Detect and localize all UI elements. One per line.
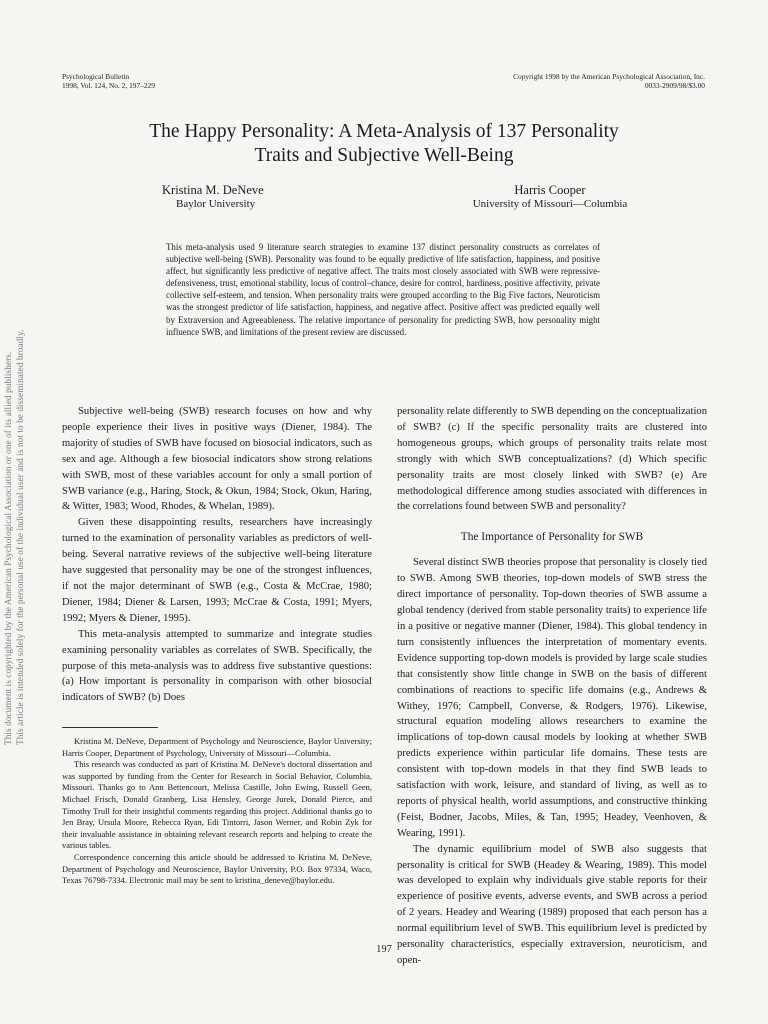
title-line-1: The Happy Personality: A Meta-Analysis of 137 Personality bbox=[149, 121, 619, 142]
author-block-1 bbox=[162, 183, 264, 211]
body-paragraph: Given these disappointing results, researchers have increasingly turned to the examination of personality variables as predictors of well-being. Several narrative reviews of the subjective well-being literature have suggested that personality may be one of the strongest influences, if not the major determinant of SWB (e.g., Costa & McCrae, 1980; Diener, 1984; Diener & Larsen, 1993; McCrae & Costa, 1991; Myers, 1992; Myers & Diener, 1995). bbox=[62, 517, 372, 624]
footnotes bbox=[62, 736, 372, 887]
journal-citation: 1998, Vol. 124, No. 2, 197–229 bbox=[62, 80, 155, 90]
footnote-acknowledgments: This research was conducted as part of Kristina M. DeNeve's doctoral dissertation and was supported by funding from the Center for Research in Social Behavior, Columbia, Missouri. Thanks go to Ann Bettencourt, Melissa Castille, John Ewing, Russell Geen, Michael Frisch, Donald Granberg, Lisa Hensley, George Jurek, Donald Pierce, and Timothy Trull for their insightful comments regarding this project. Additional thanks go to Jen Bray, Ursula Moore, Rebecca Ryan, Edi Tintorri, Jason Werner, and Robin Zyk for their invaluable assistance in obtaining relevant research reports and helping to create the various tables. bbox=[62, 759, 372, 851]
right-column bbox=[397, 404, 707, 969]
author-name: Harris Cooper bbox=[514, 183, 586, 197]
author-affiliation: Baylor University bbox=[176, 198, 256, 210]
side-notice-line-2: This article is intended solely for the personal use of the individual user and is not to be disseminated broadly. bbox=[15, 329, 25, 745]
author-name: Kristina M. DeNeve bbox=[162, 183, 264, 197]
footnote-correspondence: Correspondence concerning this article should be addressed to Kristina M. DeNeve, Department of Psychology and Neuroscience, Baylor University, P.O. Box 97334, Waco, Texas 76798-7334. Electronic mail may be sent to kristina_deneve@baylor.edu. bbox=[62, 851, 372, 886]
author-affiliation: University of Missouri—Columbia bbox=[472, 198, 628, 210]
journal-name: Psychological Bulletin bbox=[62, 72, 130, 81]
article-title bbox=[90, 120, 678, 168]
author-block-2 bbox=[450, 183, 650, 211]
left-column bbox=[62, 404, 372, 706]
abstract: This meta-analysis used 9 literature search strategies to examine 137 distinct personality constructs as correlates of subjective well-being (SWB). Personality was found to be equally predictive of life satisfaction, happiness, and positive affect, but significantly less predictive of negative affect. The traits most closely associated with SWB were repressive-defensiveness, trust, emotional stability, locus of control–chance, desire for control, hardiness, positive affectivity, private collective self-esteem, and tension. When personality traits were grouped according to the Big Five factors, Neuroticism was the strongest predictor of life satisfaction, happiness, and negative affect. Positive affect was predicted equally well by Extraversion and Agreeableness. The relative importance of personality for predicting SWB, how personality might influence SWB, and limitations of the present review are discussed. bbox=[166, 242, 600, 337]
body-paragraph: Subjective well-being (SWB) research focuses on how and why people experience their lives in positive ways (Diener, 1984). The majority of studies of SWB have focused on biosocial indicators, such as sex and age. Although a few biosocial indicators show strong relations with SWB, most of these variables account for only a small portion of SWB variance (e.g., Haring, Stock, & Okun, 1984; Stock, Okun, Haring, & Witter, 1983; Wood, Rhodes, & Whelan, 1989). bbox=[62, 406, 372, 513]
copyright-line: Copyright 1998 by the American Psychological Association, Inc. bbox=[513, 72, 705, 81]
footnote-divider bbox=[62, 727, 158, 728]
section-heading: The Importance of Personality for SWB bbox=[460, 531, 644, 544]
body-paragraph-continued: personality relate differently to SWB depending on the conceptualization of SWB? (c) If the specific personality traits are clustered into homogeneous groups, which groups of personality traits relate most strongly with which SWB conceptualizations? (d) Which specific personality traits are most closely linked with SWB? (e) Are methodological difference among studies associated with differences in the correlations found between SWB and personality? bbox=[397, 406, 707, 513]
title-line-2: Traits and Subjective Well-Being bbox=[254, 145, 514, 166]
body-paragraph: Several distinct SWB theories propose that personality is closely tied to SWB. Among SWB theories, top-down models of SWB stress the direct importance of personality. Top-down theories of SWB assume a global tendency (derived from stable personality traits) to experience life in a positive or negative manner (Diener, 1984). This global tendency in turn consistently influences the interpretation of momentary events. Evidence supporting top-down models is provided by large scale studies that consistently show little change in SWB on the basis of different combinations of reactions to specific life domains (e.g., Andrews & Withey, 1976; Campbell, Converse, & Rodgers, 1976). Likewise, structural equation modeling allows researchers to examine the implications of top-down causal models by looking at whether SWB predicts experience within particular life domains. These tests are consistent with top-down models in that they find SWB leads to satisfaction with work, leisure, and standard of living, as well as to reports of physical health, world assumptions, and constructive thinking (Feist, Bodner, Jacobs, Miles, & Tan, 1995; Headey, Veenhoven, & Wearing, 1991). bbox=[397, 557, 707, 839]
body-paragraph: The dynamic equilibrium model of SWB also suggests that personality is critical for SWB (Headey & Wearing, 1989). This model was developed to explain why individuals give stable reports for their experience of positive events, adverse events, and SWB across a period of 2 years. Headey and Wearing (1989) proposed that each person has a normal equilibrium level of SWB. This equilibrium level is predicted by personality characteristics, especially extraversion, neuroticism, and open- bbox=[397, 843, 707, 966]
body-paragraph: This meta-analysis attempted to summarize and integrate studies examining personality variables as correlates of SWB. Specifically, the purpose of this meta-analysis was to address five substantive questions: (a) How important is personality in comparison with other biosocial indicators of SWB? (b) Does bbox=[62, 628, 372, 704]
journal-header bbox=[62, 73, 155, 90]
footnote-affiliations: Kristina M. DeNeve, Department of Psychology and Neuroscience, Baylor University; Harris Cooper, Department of Psychology, University of Missouri—Columbia. bbox=[62, 736, 372, 758]
copyright-header bbox=[513, 73, 705, 90]
copyright-side-notice bbox=[2, 285, 26, 745]
page-number: 197 bbox=[376, 944, 392, 955]
side-notice-line-1: This document is copyrighted by the American Psychological Association or one of its allied publishers. bbox=[3, 351, 13, 745]
article-code: 0033-2909/98/$3.00 bbox=[644, 80, 705, 90]
